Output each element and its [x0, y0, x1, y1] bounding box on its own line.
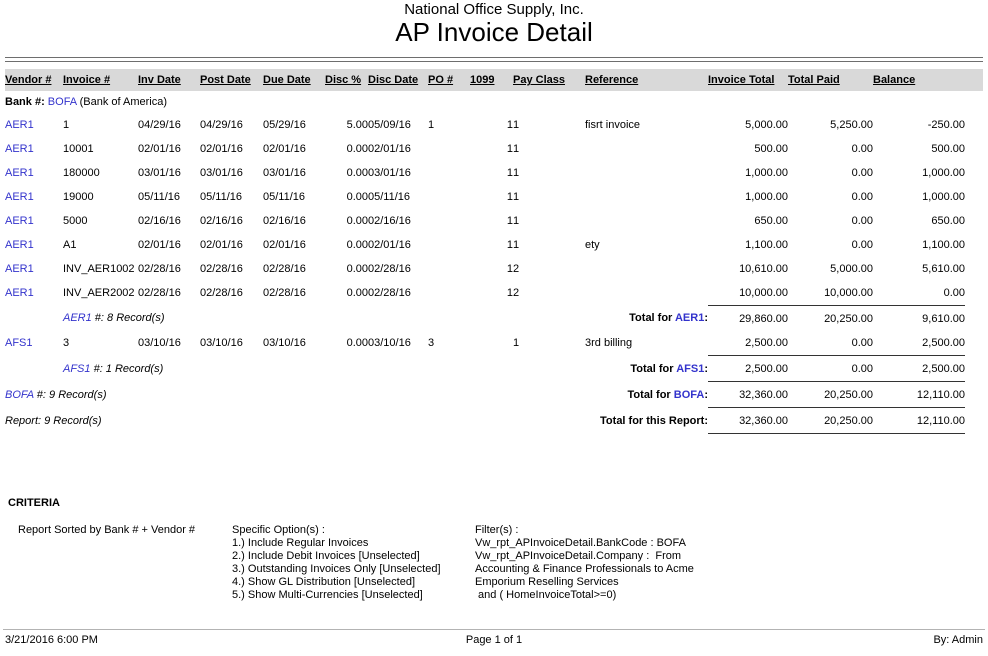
cell-vendor — [5, 281, 63, 306]
cell-invoice_total: 10,610.00 — [739, 263, 788, 275]
record-count-link[interactable]: AER1 — [63, 312, 92, 325]
invoice-row — [5, 185, 983, 209]
filter-line: Vw_rpt_APInvoiceDetail.Company : From — [475, 550, 682, 562]
subtotal-total-paid: 0.00 — [788, 356, 873, 382]
option-line: 4.) Show GL Distribution [Unselected] — [232, 576, 416, 588]
total-label-cell — [513, 356, 708, 382]
cell-invoice: 10001 — [63, 143, 94, 155]
cell-post_date: 02/01/16 — [200, 143, 243, 155]
subtotal-invoice-total: 32,360.00 — [708, 408, 788, 434]
cell-invoice_total: 1,000.00 — [745, 167, 788, 179]
cell-total_paid: 0.00 — [851, 191, 873, 203]
total-label-colon: : — [704, 312, 708, 325]
cell-inv_date: 02/01/16 — [138, 143, 181, 155]
cell-invoice: INV_AER1002 — [63, 263, 135, 275]
cell-inv_date: 02/01/16 — [138, 239, 181, 251]
total-label-cell — [513, 382, 708, 408]
total-label-colon: : — [704, 362, 708, 375]
subtotal-invoice-total: 2,500.00 — [708, 356, 788, 382]
option-line: 3.) Outstanding Invoices Only [Unselected] — [232, 563, 441, 575]
cell-invoice_total: 1,100.00 — [745, 239, 788, 251]
cell-pay_class: 1 — [513, 215, 520, 227]
cell-invoice: INV_AER2002 — [63, 287, 135, 300]
vendor-link[interactable]: AER1 — [5, 119, 34, 131]
option-line: 2.) Include Debit Invoices [Unselected] — [232, 550, 420, 562]
invoice-row — [5, 257, 983, 281]
cell-invoice_total: 500.00 — [754, 143, 788, 155]
cell-t1099 — [470, 331, 513, 356]
criteria-filters — [475, 524, 694, 602]
total-label-text: Total for — [630, 362, 677, 375]
cell-disc_pct: 0.00 — [346, 263, 368, 275]
invoice-row — [5, 161, 983, 185]
cell-filler — [965, 233, 983, 257]
total-label-text: Total for this Report: — [600, 414, 708, 427]
cell-balance: -250.00 — [927, 119, 965, 131]
cell-disc_pct: 0.00 — [346, 167, 368, 179]
cell-due_date: 02/28/16 — [263, 263, 306, 275]
cell-pay_class: 1 — [513, 143, 520, 155]
cell-balance: 2,500.00 — [922, 337, 965, 349]
filter-line: Emporium Reselling Services — [475, 576, 619, 588]
column-header-vendor: Vendor # — [5, 69, 63, 91]
cell-due_date: 03/10/16 — [263, 337, 306, 350]
cell-total_paid: 0.00 — [851, 167, 873, 179]
cell-po: 3 — [428, 337, 435, 350]
cell-post_date: 02/01/16 — [200, 239, 243, 251]
cell-filler — [965, 382, 983, 408]
cell-inv_date: 03/10/16 — [138, 337, 181, 350]
record-count-text: #: 9 Record(s) — [33, 388, 107, 401]
invoice-table — [5, 69, 983, 434]
cell-t1099: 1 — [506, 191, 513, 203]
total-label-link[interactable]: BOFA — [673, 388, 705, 401]
subtotal-total-paid: 20,250.00 — [788, 408, 873, 434]
vendor-link[interactable]: AFS1 — [5, 337, 33, 350]
cell-disc_pct: 0.00 — [346, 191, 368, 203]
cell-filler — [965, 306, 983, 332]
cell-reference: ety — [585, 239, 600, 251]
subtotal-total-paid: 20,250.00 — [788, 382, 873, 408]
cell-disc_date: 02/28/16 — [368, 263, 411, 275]
cell-pay_class: 1 — [513, 239, 520, 251]
cell-invoice: A1 — [63, 239, 77, 251]
cell-reference: 3rd billing — [585, 337, 633, 350]
cell-disc_date: 03/01/16 — [368, 167, 411, 179]
cell-vendor — [5, 331, 63, 356]
cell-vendor — [5, 233, 63, 257]
subtotal-row — [5, 408, 983, 434]
cell-vendor — [5, 209, 63, 233]
vendor-link[interactable]: AER1 — [5, 239, 34, 251]
criteria-sorted-by: Report Sorted by Bank # + Vendor # — [18, 524, 196, 536]
report-title: AP Invoice Detail — [395, 17, 593, 47]
cell-po — [428, 185, 470, 209]
footer-user: By: Admin — [933, 634, 983, 646]
title-divider — [5, 57, 983, 62]
cell-po — [428, 281, 470, 306]
invoice-row — [5, 233, 983, 257]
cell-pay_class: 1 — [513, 337, 520, 350]
cell-filler — [965, 161, 983, 185]
cell-vendor — [5, 161, 63, 185]
record-count-link[interactable]: BOFA — [5, 388, 34, 401]
cell-po — [428, 161, 470, 185]
cell-balance: 650.00 — [931, 215, 965, 227]
record-count-text: #: 8 Record(s) — [91, 312, 165, 325]
total-label-link[interactable]: AER1 — [674, 312, 705, 325]
cell-post_date: 02/28/16 — [200, 263, 243, 275]
cell-t1099: 1 — [506, 167, 513, 179]
cell-post_date: 03/01/16 — [200, 167, 243, 179]
record-count-cell — [5, 382, 513, 408]
invoice-row — [5, 113, 983, 137]
cell-due_date: 02/01/16 — [263, 143, 306, 155]
cell-pay_class: 1 — [513, 191, 520, 203]
cell-filler — [965, 185, 983, 209]
invoice-row — [5, 137, 983, 161]
cell-reference — [585, 257, 708, 281]
column-header-reference: Reference — [585, 69, 708, 91]
cell-vendor — [5, 137, 63, 161]
cell-balance: 500.00 — [931, 143, 965, 155]
cell-total_paid: 5,250.00 — [830, 119, 873, 131]
cell-post_date: 03/10/16 — [200, 337, 243, 350]
footer-datetime: 3/21/2016 6:00 PM — [5, 634, 98, 646]
total-label-colon: : — [704, 388, 708, 401]
cell-t1099: 1 — [506, 239, 513, 251]
cell-invoice: 19000 — [63, 191, 94, 203]
cell-filler — [965, 209, 983, 233]
footer — [0, 634, 988, 650]
cell-filler — [965, 356, 983, 382]
criteria-heading: CRITERIA — [8, 497, 60, 509]
vendor-link[interactable]: AER1 — [5, 263, 34, 275]
cell-inv_date: 02/16/16 — [138, 215, 181, 227]
subtotal-balance: 12,110.00 — [873, 382, 965, 408]
vendor-link[interactable]: AER1 — [5, 191, 34, 203]
cell-due_date: 05/29/16 — [263, 119, 306, 131]
cell-invoice_total: 1,000.00 — [745, 191, 788, 203]
filters-title: Filter(s) : — [475, 524, 519, 536]
subtotal-total-paid: 20,250.00 — [788, 306, 873, 332]
cell-vendor — [5, 257, 63, 281]
cell-po — [428, 257, 470, 281]
cell-disc_date: 02/01/16 — [368, 239, 411, 251]
cell-reference — [585, 161, 708, 185]
option-line: 1.) Include Regular Invoices — [232, 537, 369, 549]
header-row — [5, 69, 983, 91]
cell-post_date: 02/16/16 — [200, 215, 243, 227]
cell-due_date: 02/16/16 — [263, 215, 306, 227]
cell-invoice_total: 650.00 — [754, 215, 788, 227]
column-header-disc_date: Disc Date — [368, 69, 428, 91]
cell-inv_date: 04/29/16 — [138, 119, 181, 131]
cell-post_date: 05/11/16 — [200, 191, 243, 203]
cell-invoice: 1 — [63, 119, 70, 131]
option-line: 5.) Show Multi-Currencies [Unselected] — [232, 589, 423, 601]
cell-reference: fisrt invoice — [585, 119, 641, 131]
column-header-po: PO # — [428, 69, 470, 91]
cell-post_date: 04/29/16 — [200, 119, 243, 131]
cell-balance: 5,610.00 — [922, 263, 965, 275]
cell-t1099: 1 — [506, 263, 513, 275]
record-count-link[interactable]: AFS1 — [63, 362, 91, 375]
cell-filler — [965, 408, 983, 434]
cell-total_paid: 0.00 — [851, 337, 873, 349]
cell-po — [428, 209, 470, 233]
cell-pay_class: 1 — [513, 167, 520, 179]
column-header-t1099: 1099 — [470, 69, 513, 91]
cell-total_paid: 0.00 — [851, 215, 873, 227]
column-header-disc_pct: Disc % — [325, 69, 368, 91]
cell-disc_date: 02/28/16 — [368, 287, 411, 300]
cell-filler — [965, 281, 983, 306]
subtotal-row — [5, 356, 983, 382]
filter-line: Accounting & Finance Professionals to Acme — [475, 563, 694, 575]
vendor-link[interactable]: AER1 — [5, 287, 34, 300]
table-header-row — [5, 69, 983, 91]
bank-group-row — [5, 91, 983, 113]
cell-invoice: 5000 — [63, 215, 88, 227]
cell-po: 1 — [428, 119, 435, 131]
subtotal-row — [5, 382, 983, 408]
cell-total_paid: 10,000.00 — [824, 287, 873, 299]
subtotal-row — [5, 306, 983, 332]
cell-invoice_total: 5,000.00 — [745, 119, 788, 131]
cell-t1099: 1 — [506, 119, 513, 131]
criteria-options — [232, 524, 441, 602]
cell-filler — [965, 331, 983, 356]
cell-post_date: 02/28/16 — [200, 287, 243, 300]
cell-t1099: 1 — [506, 215, 513, 227]
cell-invoice_total: 2,500.00 — [745, 337, 788, 349]
invoice-row — [5, 331, 983, 356]
filter-line: Vw_rpt_APInvoiceDetail.BankCode : BOFA — [475, 537, 686, 549]
cell-balance: 0.00 — [943, 287, 965, 299]
subtotal-invoice-total: 29,860.00 — [708, 306, 788, 332]
cell-invoice: 180000 — [63, 167, 100, 179]
cell-pay_class: 2 — [513, 287, 520, 300]
options-title: Specific Option(s) : — [232, 524, 325, 536]
subtotal-invoice-total: 32,360.00 — [708, 382, 788, 408]
vendor-link[interactable]: AER1 — [5, 143, 34, 155]
bank-name: (Bank of America) — [76, 96, 168, 108]
cell-disc_pct: 0.00 — [346, 337, 368, 350]
cell-vendor — [5, 185, 63, 209]
column-header-invoice_total: Invoice Total — [708, 69, 788, 91]
cell-due_date: 05/11/16 — [263, 191, 306, 203]
total-label-cell — [513, 306, 708, 332]
cell-disc_date: 02/01/16 — [368, 143, 411, 155]
cell-disc_date: 02/16/16 — [368, 215, 411, 227]
bank-group-cell — [5, 91, 983, 113]
cell-inv_date: 05/11/16 — [138, 191, 181, 203]
cell-filler — [965, 113, 983, 137]
cell-disc_date: 05/09/16 — [368, 119, 411, 131]
cell-balance: 1,000.00 — [922, 167, 965, 179]
cell-invoice_total: 10,000.00 — [739, 287, 788, 299]
cell-total_paid: 5,000.00 — [830, 263, 873, 275]
invoice-row — [5, 209, 983, 233]
cell-disc_pct: 5.00 — [346, 119, 368, 131]
total-label-text: Total for — [629, 312, 675, 325]
bank-label: Bank #: — [5, 96, 48, 108]
cell-disc_pct: 0.00 — [346, 287, 368, 300]
record-count-cell — [5, 356, 513, 382]
column-header-post_date: Post Date — [200, 69, 263, 91]
cell-disc_date: 05/11/16 — [368, 191, 411, 203]
bank-code-link[interactable]: BOFA — [47, 96, 77, 108]
subtotal-balance: 12,110.00 — [873, 408, 965, 434]
cell-reference — [585, 209, 708, 233]
column-header-balance: Balance — [873, 69, 965, 91]
record-count-text: #: 1 Record(s) — [90, 362, 164, 375]
cell-due_date: 02/01/16 — [263, 239, 306, 251]
cell-inv_date: 03/01/16 — [138, 167, 181, 179]
invoice-row — [5, 281, 983, 306]
cell-po — [428, 233, 470, 257]
cell-t1099: 1 — [506, 143, 513, 155]
company-name: National Office Supply, Inc. — [404, 1, 584, 18]
cell-balance: 1,100.00 — [922, 239, 965, 251]
record-count-cell — [5, 306, 513, 332]
cell-disc_pct: 0.00 — [346, 143, 368, 155]
cell-total_paid: 0.00 — [851, 143, 873, 155]
cell-reference — [585, 137, 708, 161]
cell-due_date: 02/28/16 — [263, 287, 306, 300]
column-header-invoice: Invoice # — [63, 69, 138, 91]
column-header-inv_date: Inv Date — [138, 69, 200, 91]
cell-filler — [965, 137, 983, 161]
cell-inv_date: 02/28/16 — [138, 263, 181, 275]
column-header-pay_class: Pay Class — [513, 69, 585, 91]
cell-due_date: 03/01/16 — [263, 167, 306, 179]
total-label-link[interactable]: AFS1 — [676, 362, 705, 375]
subtotal-balance: 9,610.00 — [873, 306, 965, 332]
column-header-due_date: Due Date — [263, 69, 325, 91]
vendor-link[interactable]: AER1 — [5, 167, 34, 179]
table-body — [5, 91, 983, 434]
column-header-total_paid: Total Paid — [788, 69, 873, 91]
header-filler — [965, 69, 983, 91]
cell-disc_date: 03/10/16 — [368, 337, 411, 350]
record-count-cell — [5, 408, 513, 434]
cell-vendor — [5, 113, 63, 137]
footer-page-number: Page 1 of 1 — [465, 634, 523, 646]
cell-t1099: 1 — [506, 287, 513, 300]
record-count-text: Report: 9 Record(s) — [5, 414, 102, 427]
vendor-link[interactable]: AER1 — [5, 215, 34, 227]
cell-balance: 1,000.00 — [922, 191, 965, 203]
footer-divider — [3, 629, 985, 630]
total-label-text: Total for — [627, 388, 674, 401]
cell-reference — [585, 185, 708, 209]
cell-reference — [585, 281, 708, 306]
cell-invoice: 3 — [63, 337, 70, 350]
cell-total_paid: 0.00 — [851, 239, 873, 251]
cell-disc_pct: 0.00 — [346, 215, 368, 227]
cell-pay_class: 1 — [513, 119, 520, 131]
total-label-cell — [513, 408, 708, 434]
cell-po — [428, 137, 470, 161]
filter-line: and ( HomeInvoiceTotal>=0) — [475, 589, 617, 601]
cell-filler — [965, 257, 983, 281]
cell-disc_pct: 0.00 — [346, 239, 368, 251]
subtotal-balance: 2,500.00 — [873, 356, 965, 382]
cell-inv_date: 02/28/16 — [138, 287, 181, 300]
cell-pay_class: 2 — [513, 263, 520, 275]
